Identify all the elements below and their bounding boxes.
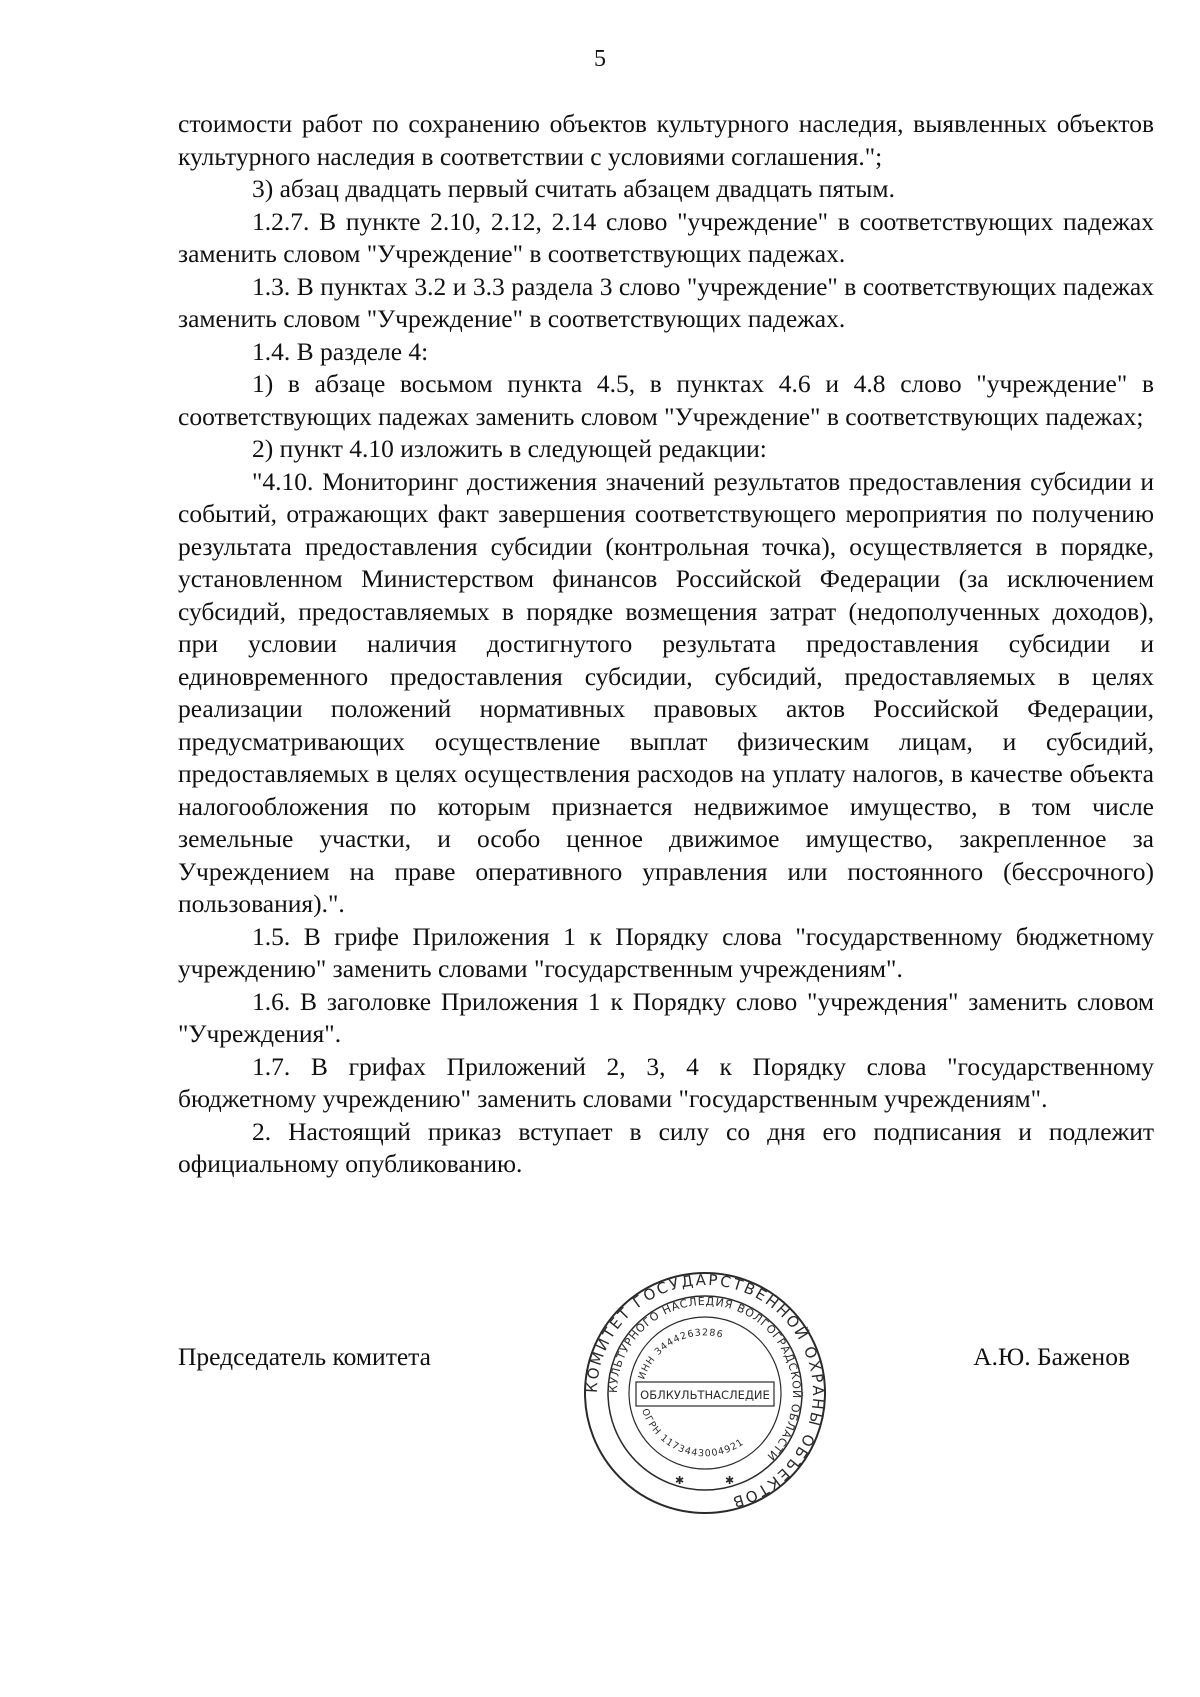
paragraph-1-5: 1.5. В грифе Приложения 1 к Порядку слова "государственному бюджетному учреждению" заменить словами "государственным учреждениям". bbox=[178, 921, 1154, 983]
paragraph-1-4-item-1: 1) в абзаце восьмом пункта 4.5, в пунктах 4.6 и 4.8 слово "учреждение" в соответствующих падежах заменить словом "Учреждение" в соответствующих падежах; bbox=[178, 369, 1154, 431]
seal-outer-text: КОМИТЕТ ГОСУДАРСТВЕННОЙ ОХРАНЫ ОБЪЕКТОВ bbox=[582, 1270, 828, 1512]
seal-inn-text: ИНН 3444263286 bbox=[636, 1327, 725, 1382]
seal-inner-text: КУЛЬТУРНОГО НАСЛЕДИЯ ВОЛГОГРАДСКОЙ ОБЛАСТИ bbox=[606, 1294, 804, 1464]
svg-text:ОГРН 1173443004921 bbox=[639, 1407, 746, 1459]
svg-text:✱: ✱ bbox=[675, 1474, 685, 1487]
svg-text:✱: ✱ bbox=[725, 1474, 735, 1487]
seal-ogrn-text: ОГРН 1173443004921 bbox=[639, 1407, 747, 1460]
paragraph-1-2-7: 1.2.7. В пункте 2.10, 2.12, 2.14 слово "учреждение" в соответствующих падежах заменить словом "Учреждение" в соответствующих падежах. bbox=[178, 206, 1154, 268]
paragraph-1-4-item-2: 2) пункт 4.10 изложить в следующей редакции: bbox=[252, 434, 767, 463]
svg-text:КУЛЬТУРНОГО НАСЛЕДИЯ ВОЛГОГРАД bbox=[607, 1295, 803, 1463]
paragraph-item-3: 3) абзац двадцать первый считать абзацем двадцать пятым. bbox=[252, 174, 895, 203]
page-number: 5 bbox=[594, 46, 606, 72]
paragraph-continuation: стоимости работ по сохранению объектов культурного наследия, выявленных объектов культурного наследия в соответствии с условиями соглашения."; bbox=[178, 109, 1154, 171]
document-body bbox=[178, 108, 1154, 1181]
svg-text:ИНН 3444263286 bbox=[636, 1327, 724, 1381]
paragraph-4-10: "4.10. Мониторинг достижения значений результатов предоставления субсидии и событий, отражающих факт завершения соответствующего мероприятия по получению результата предоставления субсидии (контрольная точка), осуществляется в порядке, установленном Министерством финансов Российской Федерации (за исключением субсидий, предоставляемых в порядке возмещения затрат (недополученных доходов), при условии наличия достигнутого результата предоставления субсидии и единовременного предоставления субсидии, субсидий, предоставляемых в целях реализации положений нормативных правовых актов Российской Федерации, предусматривающих осуществление выплат физическим лицам, и субсидий, предоставляемых в целях осуществления расходов на уплату налогов, в качестве объекта налогообложения по которым признается недвижимое имущество, в том числе земельные участки, и особо ценное движимое имущество, закрепленное за Учреждением на праве оперативного управления или постоянного (бессрочного) пользования).". bbox=[178, 466, 1154, 918]
paragraph-1-3: 1.3. В пунктах 3.2 и 3.3 раздела 3 слово "учреждение" в соответствующих падежах заменить словом "Учреждение" в соответствующих падежах. bbox=[178, 271, 1154, 333]
official-seal bbox=[582, 1270, 828, 1516]
paragraph-1-6: 1.6. В заголовке Приложения 1 к Порядку слово "учреждения" заменить словом "Учреждения". bbox=[178, 986, 1154, 1048]
signer-title: Председатель комитета bbox=[178, 1342, 431, 1371]
paragraph-1-4: 1.4. В разделе 4: bbox=[252, 336, 429, 366]
seal-center-text: ОБЛКУЛЬТНАСЛЕДИЕ bbox=[640, 1388, 770, 1402]
paragraph-1-7: 1.7. В грифах Приложений 2, 3, 4 к Порядку слова "государственному бюджетному учреждению" заменить словами "государственным учреждениям". bbox=[178, 1051, 1154, 1113]
signer-name: А.Ю. Баженов bbox=[973, 1342, 1130, 1371]
paragraph-2: 2. Настоящий приказ вступает в силу со дня его подписания и подлежит официальному опубликованию. bbox=[178, 1116, 1154, 1178]
